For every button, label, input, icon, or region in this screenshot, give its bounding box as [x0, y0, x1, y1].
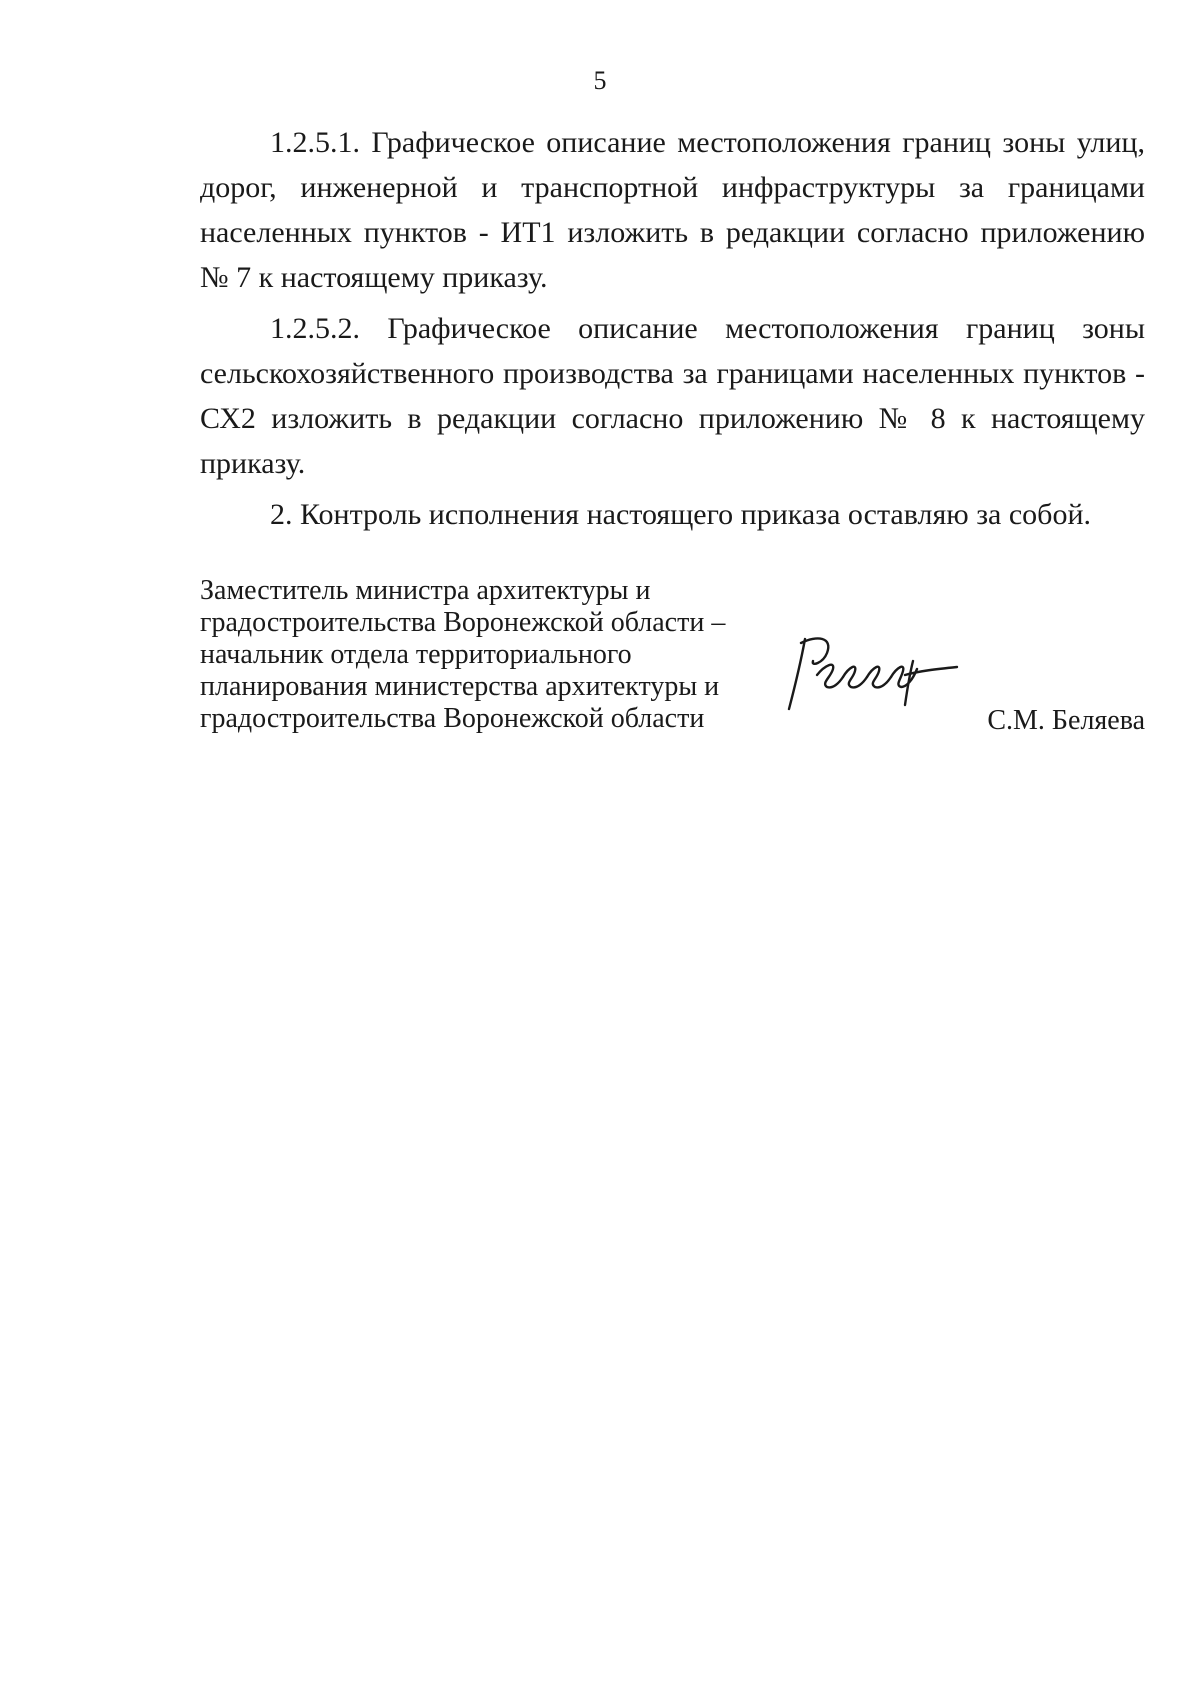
signer-title-line: Заместитель министра архитектуры и	[200, 575, 651, 606]
handwritten-signature	[787, 631, 962, 711]
signer-title-line: градостроительства Воронежской области	[200, 703, 705, 734]
signer-title-line: начальник отдела территориального	[200, 639, 632, 670]
signer-title-line: градостроительства Воронежской области –	[200, 607, 726, 638]
signer-name: С.М. Беляева	[987, 705, 1145, 736]
signer-title	[200, 575, 760, 735]
signer-title-line: планирования министерства архитектуры и	[200, 671, 720, 702]
signature-block	[200, 575, 1145, 755]
document-body	[200, 120, 1145, 537]
paragraph-1-2-5-1: 1.2.5.1. Графическое описание местоположения границ зоны улиц, дорог, инженерной и транспортной инфраструктуры за границами населенных пунктов - ИТ1 изложить в редакции согласно приложению № 7 к настоящему приказу.	[200, 126, 1145, 294]
paragraph-2: 2. Контроль исполнения настоящего приказа оставляю за собой.	[270, 498, 1092, 531]
paragraph-1-2-5-2: 1.2.5.2. Графическое описание местоположения границ зоны сельскохозяйственного производства за границами населенных пунктов - СХ2 изложить в редакции согласно приложению № 8 к настоящему приказу.	[200, 312, 1145, 480]
page-number: 5	[593, 66, 607, 95]
